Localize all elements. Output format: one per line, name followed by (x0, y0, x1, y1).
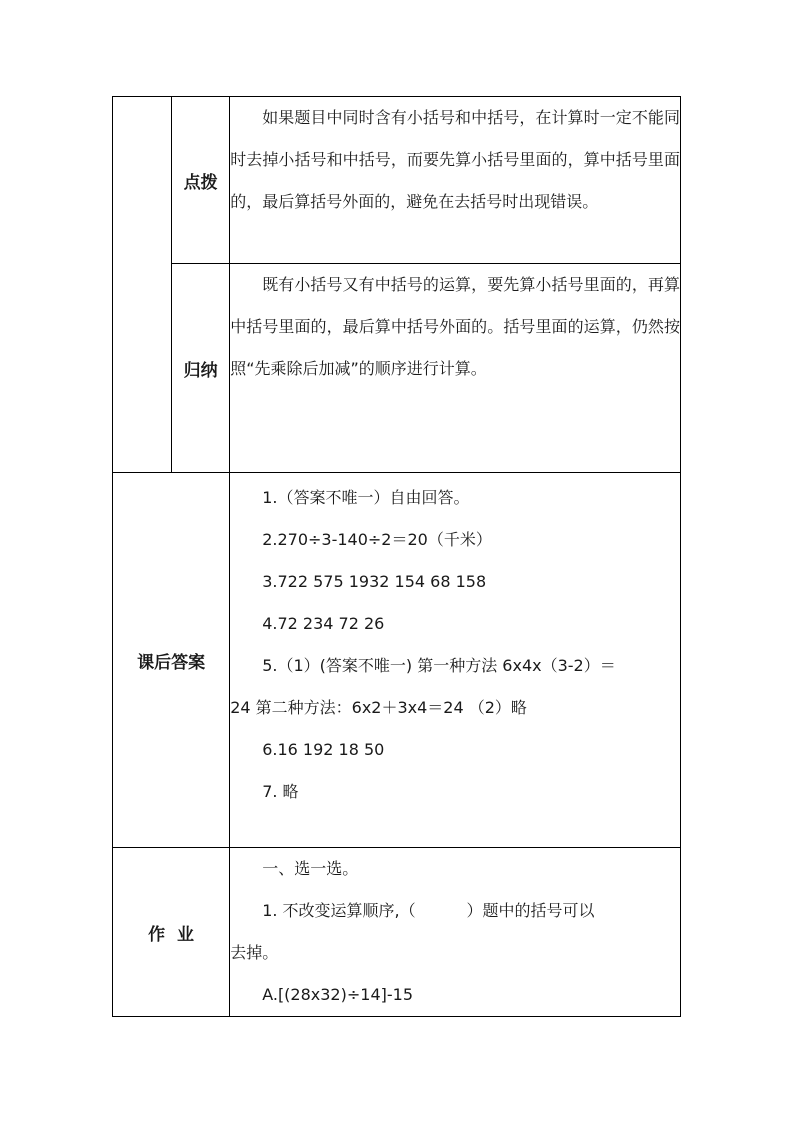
label-dianbo: 点拨 (172, 97, 230, 264)
text-answers (230, 473, 681, 848)
label-homework (113, 848, 230, 1017)
row-homework (113, 848, 681, 1017)
answer-line-5a: 5.（1）(答案不唯一) 第一种方法 6x4x（3-2）＝ (262, 656, 616, 675)
answer-line-4: 4.72 234 72 26 (262, 614, 385, 633)
row-guina (113, 264, 681, 473)
answer-line-3: 3.722 575 1932 154 68 158 (262, 572, 487, 591)
lesson-table (112, 96, 681, 1017)
row-answers (113, 473, 681, 848)
label-answers: 课后答案 (113, 473, 230, 848)
empty-left-cell (113, 97, 172, 473)
homework-line-1: 一、选一选。 (262, 859, 359, 878)
paragraph-dianbo: 如果题目中同时含有小括号和中括号，在计算时一定不能同时去掉小括号和中括号，而要先算小括号里面的，算中括号里面的，最后算括号外面的，避免在去括号时出现错误。 (230, 108, 680, 211)
answer-line-2: 2.270÷3-140÷2＝20（千米） (262, 530, 492, 549)
homework-line-2a: 1. 不改变运算顺序,（ ）题中的括号可以 (262, 901, 595, 920)
text-homework (230, 848, 681, 1017)
answer-line-7: 7. 略 (262, 782, 299, 801)
homework-line-3: A.[(28x32)÷14]-15 (262, 985, 413, 1004)
label-homework-text: 作 业 (148, 924, 195, 945)
text-guina (230, 264, 681, 473)
answer-line-1: 1.（答案不唯一）自由回答。 (262, 488, 470, 507)
homework-line-2b: 去掉。 (230, 943, 279, 962)
row-dianbo (113, 97, 681, 264)
text-dianbo (230, 97, 681, 264)
answer-line-5b: 24 第二种方法：6x2＋3x4＝24 （2）略 (230, 698, 527, 717)
answer-line-6: 6.16 192 18 50 (262, 740, 385, 759)
label-guina: 归纳 (172, 264, 230, 473)
paragraph-guina: 既有小括号又有中括号的运算，要先算小括号里面的，再算中括号里面的，最后算中括号外面的。括号里面的运算，仍然按照“先乘除后加减”的顺序进行计算。 (230, 275, 680, 378)
